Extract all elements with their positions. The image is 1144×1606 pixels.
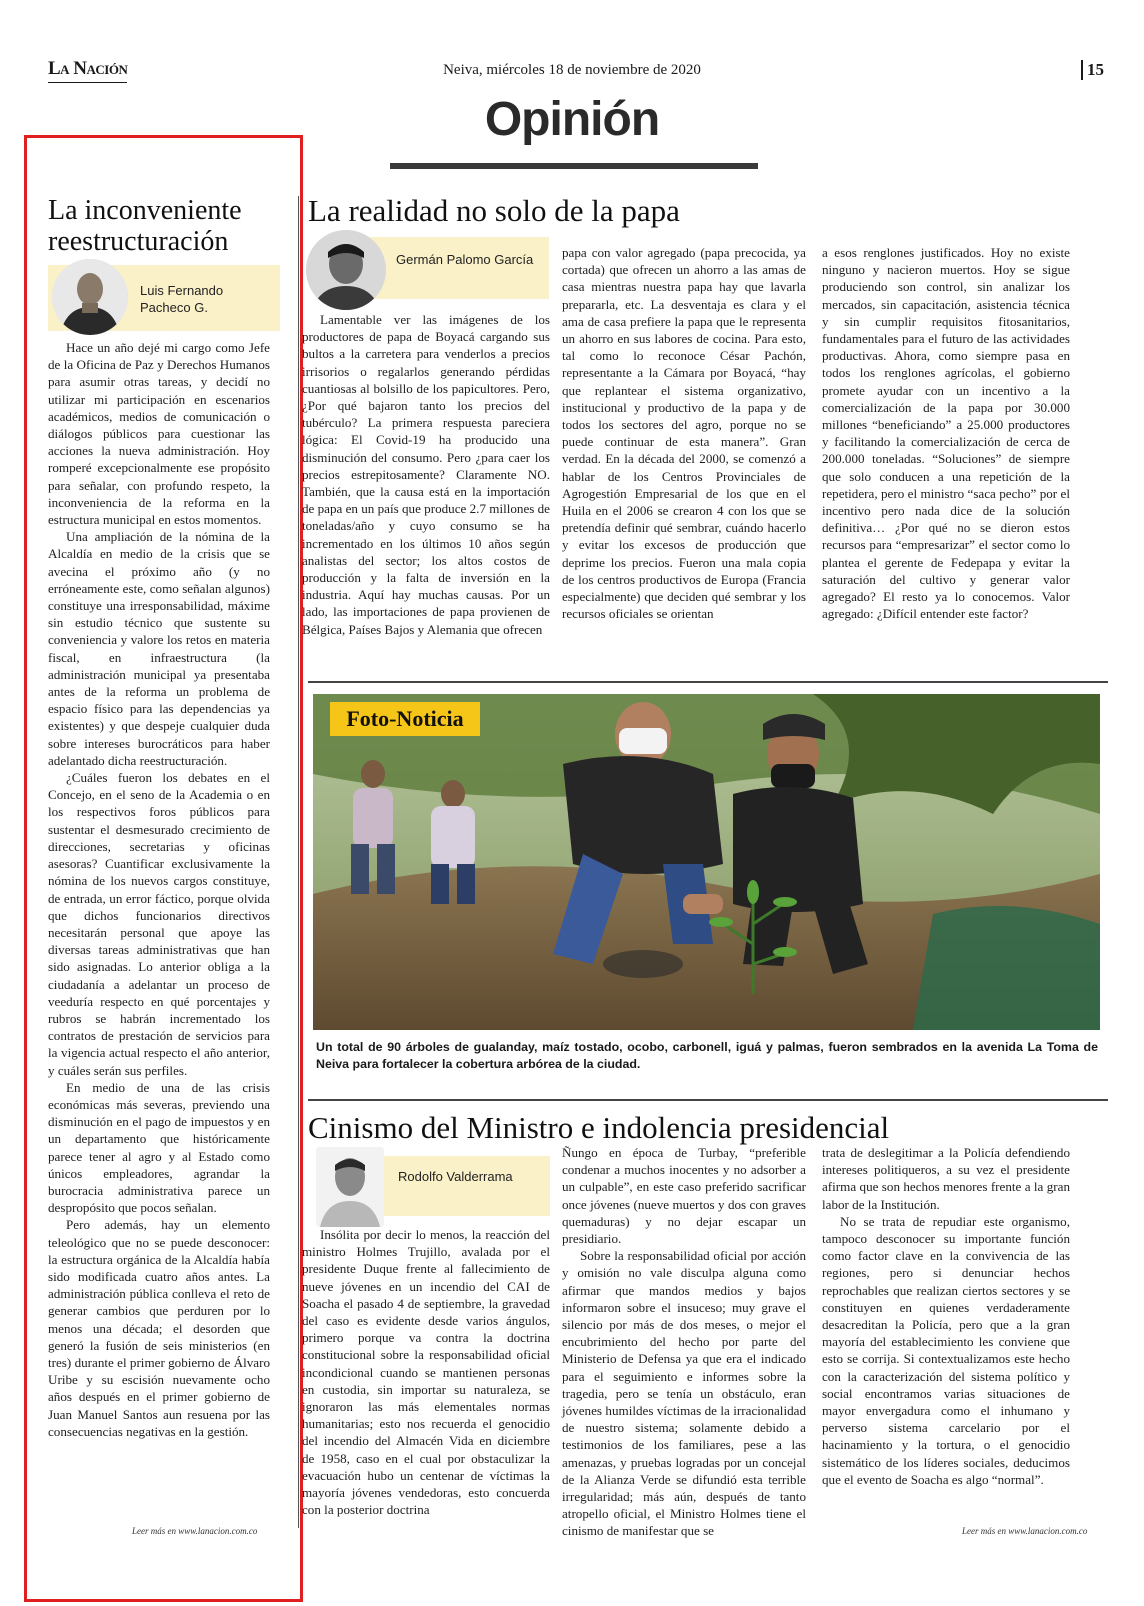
news-photo [313, 694, 1100, 1030]
article-column [822, 244, 1070, 622]
portrait-icon [316, 1147, 384, 1227]
paragraph: Pero además, hay un elemento teleológico que no se puede desconocer: la estructura orgánica de la Alcaldía había sido modificada cuatro años antes. La administración pública conlleva el reto de generar cambios que perduren por lo menos una década; el desorden que generó la fusión de seis ministerios (en tres) durante el primer gobierno de Álvaro Uribe y su escisión nuevamente ocho años después en el primer gobierno de Juan Manuel Santos aun resuena por las consecuencias negativas en la gestión. [48, 1217, 270, 1439]
paragraph: a esos renglones justificados. Hoy no existe ninguno y nacieron muertos. Hoy se sigue produciendo son control, sin analizar los mercados, sin capacitación, asistencia técnica y sin cumplir requisitos fitosanitarios, fundamentales para el futuro de las actividades productivas. Ahora, como siempre pasa en todos los renglones agrícolas, el gobierno promete ayudar con un incentivo a la comercialización de la papa por 30.000 millones “beneficiando” a 25.000 productores y facilitando la comercialización de cerca de 200.000 toneladas. “Soluciones” de siempre que solo conducen a una repetición de la repetidera, pero el ministro “saca pecho” por el incentivo pero nada dice de la solución definitiva… ¿Por qué no se dieron estos recursos para “empresarizar” el sector como lo plantea el gerente de Fedepapa y evitar la saturación del cultivo y generar valor agregado? El resto ya lo conocemos. Valor agregado: ¿Difícil entender este factor? [822, 245, 1070, 622]
author-name: Rodolfo Valderrama [398, 1169, 513, 1184]
paragraph: Hace un año dejé mi cargo como Jefe de la Oficina de Paz y Derechos Humanos para asumir otras tareas, y decidí no utilizar mi participación en escenarios académicos, medios de comunicación o diálogos públicos para cuestionar las acciones la nueva administración. Hoy romperé excepcionalmente ese propósito para señalar, con profundo respeto, la inconveniencia de la reforma en la estructura municipal en estos momentos. [48, 340, 270, 528]
photo-caption: Un total de 90 árboles de gualanday, maíz tostado, ocobo, carbonell, iguá y palmas, fueron sembrados en la avenida La Toma de Neiva para fortalecer la cobertura arbórea de la ciudad. [316, 1040, 1098, 1071]
paragraph: Sobre la responsabilidad oficial por acción y omisión no vale disculpa alguna como afirmar que mandos medios y bajos informaron sobre el insuceso; muy grave el silencio por más de dos meses, o mejor el encubrimiento del hecho por parte del Ministerio de Defensa ya que era el indicado para el seguimiento e informes sobre la tragedia, pero se tenía un obstáculo, eran jóvenes humildes víctimas de la irracionalidad de nuestro sistema; solamente debido a testimonios de los familiares, pese a las amenazas, y pruebas logradas por un concejal de la Alianza Verde se difundió esta terrible irregularidad; más aún, después de tanto atropello oficial, el Ministro Holmes tiene el cinismo de manifestar que se [562, 1248, 806, 1539]
column-divider [298, 196, 299, 1528]
paragraph: papa con valor agregado (papa precocida, ya cortada) que ofrecen un ahorro a las amas de casa mientras nuestra papa hay que lavarla prepararla, etc. La desventaja es clara y el ama de casa prefiere la papa que le representa un ahorro en sus labores de cocina. Para esto, tal como lo reconoce César Pachón, representante a la Cámara por Boyacá, “hay que replantear el sistema organizativo, institucional y productivo de la papa y de todos los sectores del agro, porque no se puede continuar de esta manera”. Gran verdad. En la década del 2000, se comenzó a hablar de los Centros Provinciales de Agrogestión Empresarial de los que en el Huila en el 2006 se crearon 4 con los que se pretendía definir qué sembrar, cuándo hacerlo y evitar los excesos de producción que deprime los precios. Fueron una mala copia de los centros productivos de Europa (Francia especialmente) que deciden qué sembrar y los recursos oficiales se orientan [562, 245, 806, 622]
article-title: Cinismo del Ministro e indolencia presidencial [308, 1110, 890, 1145]
article-column [302, 311, 550, 638]
article-column [822, 1144, 1070, 1488]
newspaper-logo: La Nación [48, 58, 128, 79]
page-number: 15 [1081, 60, 1104, 80]
author-name: Luis Fernando Pacheco G. [140, 283, 224, 315]
author-box [360, 1156, 550, 1216]
paragraph: trata de deslegitimar a la Policía defendiendo intereses politiqueros, a su vez el presidente afirma que son hechos menores frente a la gran labor de la Institución. [822, 1145, 1070, 1212]
article-divider [308, 1099, 1108, 1101]
article-body [48, 339, 270, 1440]
paragraph: No se trata de repudiar este organismo, tampoco desconocer su importante función como factor clave en la convivencia de las regiones, pero si denunciar hechos reprochables que realizan ciertos sectores y se constituyen en quienes verdaderamente desacreditan la Policía, pero que a la gran mayoría del establecimiento les conviene que esto se corrija. Si contextualizamos este hecho con la caracterización del sistema político y social encontramos varias situaciones de mayor envergadura como el inhumano y perverso sistema carcelario por el hacinamiento y la tortura, o el genocidio sistemático de los líderes sociales, deducimos que el evento de Soacha es algo “normal”. [822, 1213, 1070, 1487]
tree-planting-photo [313, 694, 1100, 1030]
paragraph: Una ampliación de la nómina de la Alcaldía en medio de la crisis que se avecina el próximo año (y no erróneamente este, como señalan algunos) constituye una irresponsabilidad, máxime sin estudio técnico que sustente su conveniencia y valore los retos en materia fiscal, en infraestructura (la administración municipal ya presentaba antes de la reforma un problema de espacio físico para las dependencias ya existentes) y que despeje cualquier duda sobre intereses burocráticos para haber adelantado dicha reestructuración. [48, 529, 270, 768]
paragraph: Insólita por decir lo menos, la reacción del ministro Holmes Trujillo, avalada por el presidente Duque frente al fallecimiento de nueve jóvenes en un incendio del CAI de Soacha el pasado 4 de septiembre, la gravedad del caso es evidente desde varios ángulos, primero porque va contra la doctrina constitucional sobre la responsabilidad oficial incondicional cuando se mantienen personas en custodia, sin importar su naturaleza, se ignoraron las más elementales normas humanitarias; esto nos recuerda el genocidio del incendio del Almacén Vida en diciembre de 1958, caso en el cual por obstaculizar la evacuación hubo un centenar de víctimas la mayoría jóvenes vendedoras, esto concuerda con la posterior doctrina [302, 1227, 550, 1518]
section-title: Opinión [484, 93, 660, 146]
paragraph: Ñungo en época de Turbay, “preferible condenar a muchos inocentes y no adsorber a un culpable”, en este caso preferido sacrificar once jóvenes (nueve muertos y dos con graves quemaduras) y no dejar escapar un presidiario. [562, 1145, 806, 1247]
photo-news-tag: Foto-Noticia [330, 702, 480, 736]
paragraph: ¿Cuáles fueron los debates en el Concejo, en el seno de la Academia o en los respectivos foros públicos para sustentar el desmesurado crecimiento de direcciones, secretarias y oficinas asesoras? Cuantificar exclusivamente la nómina de los nuevos cargos constituye, de entrada, un error fáctico, porque olvida que dichos funcionarios directivos necesitarán personal que apoye las diversas tareas administrativas que han sido asignadas. Lo anterior obliga a la ciudadanía a adelantar un proceso de veeduría respecto en qué porcentajes y rubros se habrán incrementado los contratos de prestación de servicios para la vigencia actual respecto el año anterior, y cuáles serán sus perfiles. [48, 770, 270, 1078]
article-column [562, 1144, 806, 1540]
author-photo [306, 230, 386, 310]
article-column [302, 1226, 550, 1518]
author-photo [52, 259, 128, 335]
paragraph: En medio de una de las crisis económicas más severas, previendo una disminución en el pago de impuestos y en un departamento que históricamente parece tener al agro y al Estado como únicos empleadores, agrandar la burocracia administrativa parece un despropósito que pocos señalan. [48, 1079, 270, 1216]
portrait-icon [306, 230, 386, 310]
read-more-link[interactable]: Leer más en www.lanacion.com.co [962, 1526, 1088, 1536]
paragraph: Lamentable ver las imágenes de los productores de papa de Boyacá cargando sus bultos a la carretera para venderlos a precios irrisorios o regalarlos generando pérdidas cuantiosas al bolsillo de los papicultores. Pero, ¿Por qué bajaron tanto los precios del tubérculo? La primera respuesta pareciera lógica: El Covid-19 ha producido una disminución del consumo. Pero ¿para caer los precios estrepitosamente? Claramente NO. También, que la causa está en la importación de papa en un país que produce 2.7 millones de toneladas/año y cuyo consumo se ha incrementado en los últimos 10 años según analistas del sector; los altos costos de producción y la falta de inversión en la industria. Aquí hay muchas causas. Por un lado, las importaciones de papa provienen de Bélgica, Países Bajos y Alemania que ofrecen [302, 312, 550, 637]
author-name: Germán Palomo García [396, 252, 534, 267]
read-more-link[interactable]: Leer más en www.lanacion.com.co [132, 1526, 258, 1536]
article-title: La realidad no solo de la papa [308, 193, 680, 228]
article-column [562, 244, 806, 622]
dateline: Neiva, miércoles 18 de noviembre de 2020 [443, 62, 701, 78]
article-divider [308, 681, 1108, 683]
section-rule [390, 163, 758, 169]
author-photo [316, 1147, 384, 1227]
portrait-icon [52, 259, 128, 335]
article-title: La inconveniente reestructuración [48, 195, 242, 257]
